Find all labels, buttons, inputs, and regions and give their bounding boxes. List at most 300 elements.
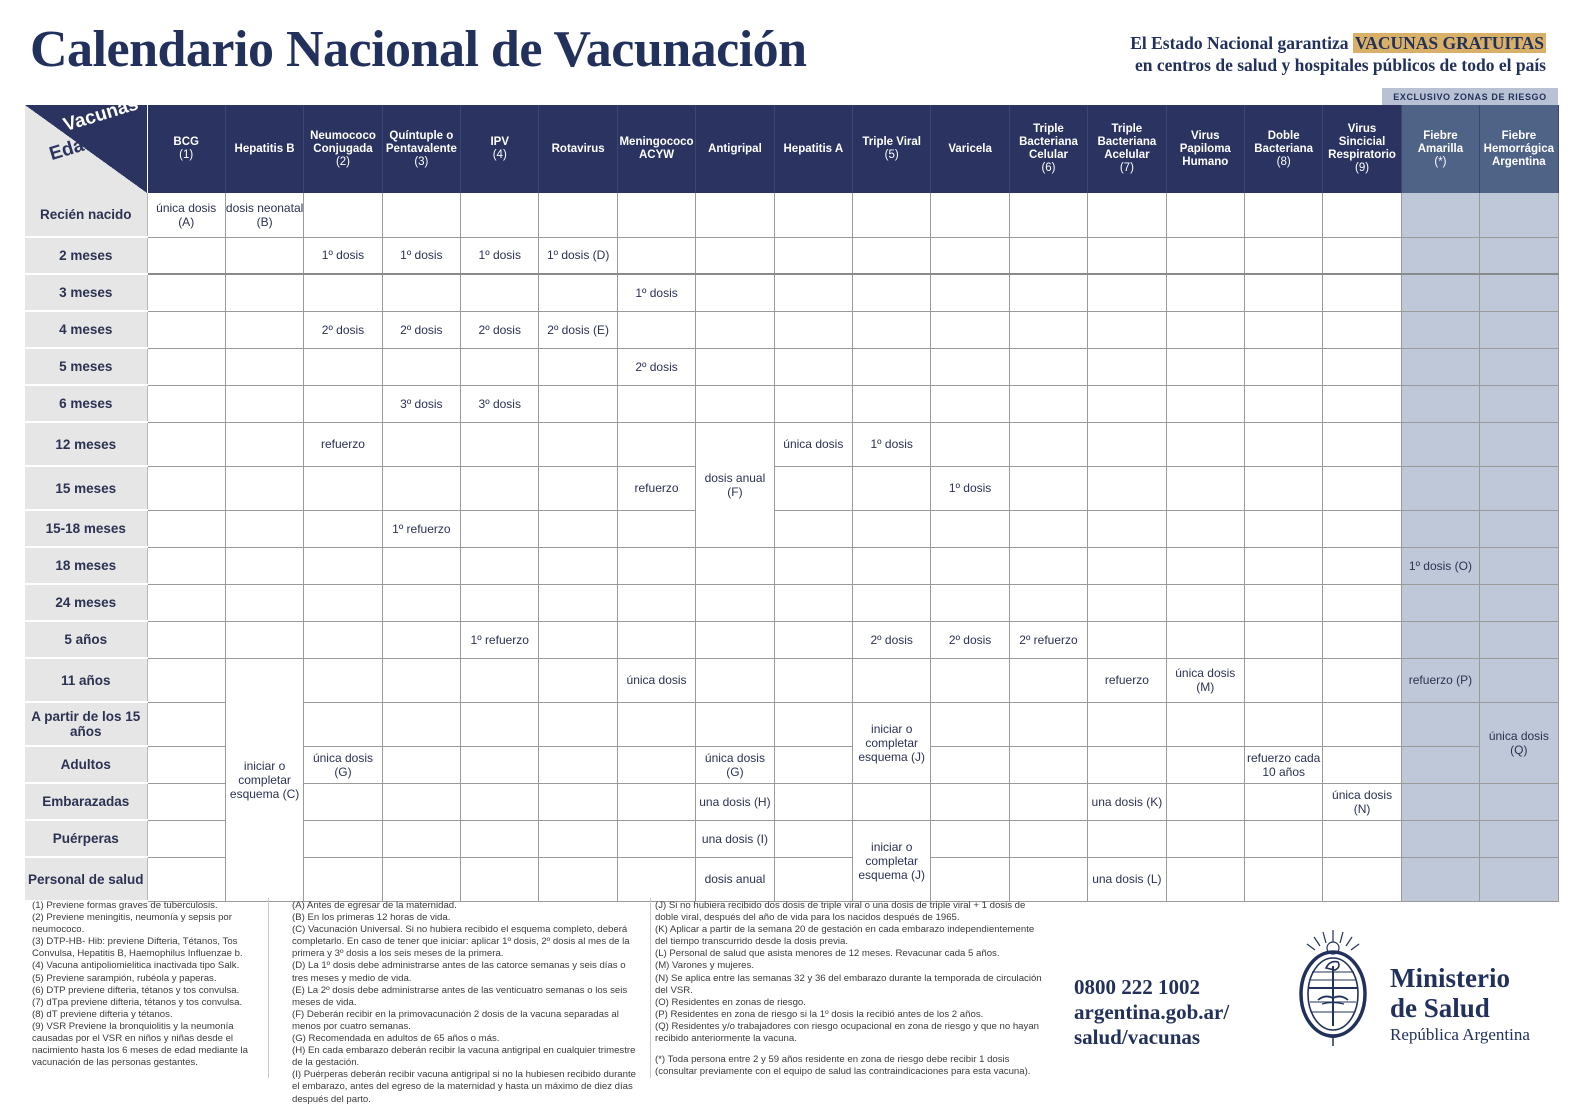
- table-row: [25, 311, 1558, 348]
- column-header-name: IPV: [490, 136, 510, 148]
- schedule-cell: [1009, 702, 1087, 746]
- footnote-item: (L) Personal de salud que asista menores de 12 meses. Revacunar cada 5 años.: [655, 948, 1000, 960]
- schedule-cell: [774, 547, 852, 584]
- footnote-item: (E) La 2º dosis debe administrarse antes de las venticuatro semanas o los seis meses de vida.: [292, 984, 628, 1008]
- age-group-label: 5 años: [25, 621, 147, 658]
- page-header: [0, 0, 1574, 95]
- table-row: [25, 193, 1558, 237]
- schedule-cell: [1088, 348, 1166, 385]
- schedule-cell: [617, 237, 695, 274]
- schedule-cell: [147, 311, 225, 348]
- schedule-cell: [1480, 621, 1558, 658]
- schedule-cell: [382, 348, 460, 385]
- column-header-name: Varicela: [948, 142, 992, 155]
- schedule-cell: [696, 237, 774, 274]
- schedule-cell: [147, 510, 225, 547]
- schedule-cell: [853, 348, 931, 385]
- column-header-qu-ntuple-o-pentavalente: [382, 105, 460, 193]
- column-header-name: Quíntuple o Pentavalente: [385, 129, 457, 155]
- schedule-cell: [1088, 584, 1166, 621]
- column-header-note: (1): [179, 149, 194, 161]
- schedule-cell: [382, 584, 460, 621]
- schedule-cell: [1166, 385, 1244, 422]
- schedule-cell: [1480, 348, 1558, 385]
- argentina-coat-of-arms-icon: [1290, 928, 1376, 1050]
- schedule-cell: [304, 584, 382, 621]
- schedule-cell: [617, 702, 695, 746]
- schedule-cell: [853, 783, 931, 820]
- schedule-cell: [696, 311, 774, 348]
- schedule-cell: única dosis: [774, 422, 852, 466]
- schedule-cell: [382, 466, 460, 510]
- schedule-cell: [225, 385, 303, 422]
- schedule-cell: [461, 820, 539, 857]
- schedule-cell: [931, 348, 1009, 385]
- column-header-name: Fiebre Hemorrágica Argentina: [1483, 129, 1554, 168]
- schedule-cell: [382, 193, 460, 237]
- schedule-cell: 1º dosis: [461, 237, 539, 274]
- schedule-cell: [147, 237, 225, 274]
- schedule-cell: [1323, 274, 1401, 311]
- schedule-cell: [225, 466, 303, 510]
- schedule-cell: [382, 658, 460, 702]
- schedule-cell: [539, 385, 617, 422]
- table-row: [25, 547, 1558, 584]
- schedule-cell: [539, 820, 617, 857]
- footnote-item: (9) VSR Previene la bronquiolitis y la neumonía causadas por el VSR en niños y niñas desde el nacimiento hasta los 6 meses de edad mediante la vacunación de las personas gestantes.: [32, 1020, 248, 1069]
- schedule-cell: [1088, 385, 1166, 422]
- schedule-cell: 1º dosis (O): [1401, 547, 1479, 584]
- column-header-name: Doble Bacteriana: [1254, 129, 1314, 155]
- schedule-cell: [1401, 783, 1479, 820]
- schedule-cell: [304, 547, 382, 584]
- schedule-cell: [931, 311, 1009, 348]
- footnote-item: (B) En los primeras 12 horas de vida.: [292, 912, 451, 924]
- schedule-cell: [853, 274, 931, 311]
- schedule-cell: única dosis (G): [304, 746, 382, 783]
- tagline-prefix: El Estado Nacional garantiza: [1130, 33, 1353, 53]
- schedule-cell: [1323, 584, 1401, 621]
- column-header-rotavirus: [539, 105, 617, 193]
- schedule-cell: [617, 547, 695, 584]
- age-group-label: 15-18 meses: [25, 510, 147, 547]
- schedule-cell: [1480, 422, 1558, 466]
- schedule-cell: [147, 658, 225, 702]
- schedule-cell: [461, 348, 539, 385]
- schedule-cell: [1244, 820, 1322, 857]
- schedule-cell: [1401, 348, 1479, 385]
- schedule-cell: 2º dosis: [461, 311, 539, 348]
- tagline-line-2: en centros de salud y hospitales públicos de todo el país: [1135, 55, 1546, 75]
- schedule-cell: [931, 193, 1009, 237]
- footnote-divider-1: [268, 898, 269, 1078]
- schedule-cell: [539, 466, 617, 510]
- schedule-cell: [696, 348, 774, 385]
- schedule-cell: [1323, 820, 1401, 857]
- schedule-cell: [539, 702, 617, 746]
- schedule-cell: [774, 466, 852, 510]
- schedule-cell: [853, 311, 931, 348]
- schedule-cell: 1º dosis: [382, 237, 460, 274]
- schedule-cell: [1323, 510, 1401, 547]
- table-row: [25, 621, 1558, 658]
- column-header-name: Antigripal: [708, 142, 762, 155]
- column-header-name: Meningococo ACYW: [619, 136, 694, 161]
- schedule-cell: [617, 385, 695, 422]
- schedule-cell: [147, 348, 225, 385]
- column-header-note: (7): [1119, 162, 1134, 174]
- schedule-cell: [774, 702, 852, 746]
- schedule-cell: 2º refuerzo: [1009, 621, 1087, 658]
- schedule-cell: [382, 702, 460, 746]
- schedule-cell: [147, 783, 225, 820]
- schedule-cell: [1166, 311, 1244, 348]
- schedule-cell: [1244, 621, 1322, 658]
- schedule-cell: [1244, 385, 1322, 422]
- schedule-cell: [1244, 510, 1322, 547]
- schedule-cell: [931, 746, 1009, 783]
- schedule-cell: [774, 584, 852, 621]
- age-group-label: Recién nacido: [25, 193, 147, 237]
- footnote-item: (P) Residentes en zona de riesgo si la 1º dosis la recibió antes de los 2 años.: [655, 1008, 984, 1020]
- schedule-cell: [382, 274, 460, 311]
- schedule-cell: [461, 584, 539, 621]
- column-header-name: Triple Bacteriana Celular: [1019, 123, 1078, 161]
- website-line-2[interactable]: salud/vacunas: [1074, 1025, 1201, 1049]
- schedule-cell: [1480, 510, 1558, 547]
- schedule-cell: [1009, 193, 1087, 237]
- schedule-cell: [774, 621, 852, 658]
- table-row: [25, 658, 1558, 702]
- schedule-cell: [1166, 547, 1244, 584]
- schedule-cell: única dosis: [617, 658, 695, 702]
- column-header-fiebre-amarilla: [1401, 105, 1479, 193]
- schedule-cell: [1166, 193, 1244, 237]
- schedule-cell: [225, 311, 303, 348]
- schedule-cell: [931, 510, 1009, 547]
- age-group-label: 15 meses: [25, 466, 147, 510]
- schedule-cell: [382, 783, 460, 820]
- footnote-item: (M) Varones y mujeres.: [655, 960, 754, 972]
- schedule-cell: [617, 584, 695, 621]
- schedule-cell: 3º dosis: [461, 385, 539, 422]
- schedule-cell: [1480, 783, 1558, 820]
- column-header-varicela: [931, 105, 1009, 193]
- column-header-meningococo-acyw: [617, 105, 695, 193]
- ministry-line-1: Ministerio: [1390, 963, 1510, 993]
- schedule-cell: [1009, 783, 1087, 820]
- schedule-cell: una dosis (K): [1088, 783, 1166, 820]
- schedule-cell: [1166, 702, 1244, 746]
- schedule-cell: [853, 584, 931, 621]
- age-group-label: 3 meses: [25, 274, 147, 311]
- schedule-cell: [1009, 584, 1087, 621]
- column-header-triple-bacteriana-acelular: [1088, 105, 1166, 193]
- schedule-cell: [1323, 237, 1401, 274]
- schedule-cell: [1401, 422, 1479, 466]
- schedule-cell: [1323, 422, 1401, 466]
- schedule-cell: [1323, 658, 1401, 702]
- schedule-cell: [461, 510, 539, 547]
- footnote-item: (D) La 1º dosis debe administrarse antes de las catorce semanas y seis días o tres meses y medio de vida.: [292, 960, 626, 984]
- column-header-bcg: [147, 105, 225, 193]
- column-header-name: Virus Sincicial Respiratorio: [1328, 123, 1396, 161]
- column-header-name: Hepatitis B: [234, 142, 295, 155]
- schedule-cell: [1166, 584, 1244, 621]
- age-group-label: 5 meses: [25, 348, 147, 385]
- schedule-cell: [696, 658, 774, 702]
- schedule-cell: única dosis (M): [1166, 658, 1244, 702]
- age-group-label: Puérperas: [25, 820, 147, 857]
- schedule-cell: iniciar o completar esquema (J): [853, 702, 931, 783]
- schedule-cell: [1244, 584, 1322, 621]
- schedule-cell: [1480, 547, 1558, 584]
- schedule-cell: [382, 621, 460, 658]
- schedule-cell: [931, 783, 1009, 820]
- schedule-cell: [1244, 237, 1322, 274]
- schedule-cell: [147, 621, 225, 658]
- footnote-item: (4) Vacuna antipoliomielitica inactivada tipo Salk.: [32, 960, 240, 972]
- schedule-cell: [774, 348, 852, 385]
- schedule-cell: [1401, 274, 1479, 311]
- schedule-cell: [539, 584, 617, 621]
- age-group-label: Embarazadas: [25, 783, 147, 820]
- schedule-cell: [1088, 746, 1166, 783]
- schedule-cell: [931, 422, 1009, 466]
- schedule-cell: [1088, 820, 1166, 857]
- footnote-item: (2) Previene meningitis, neumonía y sepsis por neumococo.: [32, 912, 232, 936]
- footnote-item: (A) Antes de egresar de la maternidad.: [292, 900, 457, 911]
- corner-vaccines-label: Vacunas: [61, 93, 141, 137]
- schedule-cell: [617, 746, 695, 783]
- ministry-line-2: de Salud: [1390, 993, 1490, 1023]
- age-group-label: 12 meses: [25, 422, 147, 466]
- schedule-cell: [853, 193, 931, 237]
- schedule-cell: una dosis (I): [696, 820, 774, 857]
- schedule-cell: [617, 422, 695, 466]
- schedule-cell: [147, 820, 225, 857]
- schedule-cell: [461, 658, 539, 702]
- schedule-cell: [1244, 348, 1322, 385]
- column-header-note: (5): [884, 149, 899, 161]
- footnote-item: (1) Previene formas graves de tuberculosis.: [32, 900, 218, 911]
- schedule-cell: [1244, 547, 1322, 584]
- schedule-cell: [304, 348, 382, 385]
- schedule-cell: [225, 547, 303, 584]
- schedule-cell: [1088, 466, 1166, 510]
- schedule-cell: [304, 702, 382, 746]
- schedule-cell: [539, 658, 617, 702]
- schedule-cell: [1009, 385, 1087, 422]
- schedule-cell: [539, 422, 617, 466]
- schedule-cell: 1º dosis (D): [539, 237, 617, 274]
- schedule-cell: [1166, 783, 1244, 820]
- schedule-cell: dosis anual (F): [696, 422, 774, 547]
- schedule-cell: [225, 422, 303, 466]
- schedule-cell: [1480, 274, 1558, 311]
- footnote-item: (J) Si no hubiera recibido dos dosis de triple viral o una dosis de triple viral + 1 dosis de doble viral, después del año de vida para los nacidos después de 1965.: [655, 900, 1026, 924]
- column-header-hepatitis-b: [225, 105, 303, 193]
- column-header-note: (2): [335, 155, 350, 168]
- schedule-cell: [931, 274, 1009, 311]
- column-header-note: (8): [1276, 155, 1291, 168]
- column-header-note: (3): [414, 155, 429, 168]
- schedule-cell: [1088, 193, 1166, 237]
- schedule-cell: [696, 274, 774, 311]
- schedule-cell: [1323, 193, 1401, 237]
- schedule-cell: [696, 621, 774, 658]
- schedule-cell: [1401, 621, 1479, 658]
- schedule-cell: 2º dosis: [853, 621, 931, 658]
- schedule-cell: [1088, 422, 1166, 466]
- schedule-cell: 2º dosis (E): [539, 311, 617, 348]
- table-row: [25, 466, 1558, 510]
- schedule-cell: [225, 237, 303, 274]
- schedule-cell: [1009, 547, 1087, 584]
- schedule-cell: [225, 274, 303, 311]
- schedule-cell: [1401, 237, 1479, 274]
- column-header-fiebre-hemorr-gica-argentina: [1480, 105, 1558, 193]
- schedule-cell: [304, 193, 382, 237]
- website-line-1[interactable]: argentina.gob.ar/: [1074, 1000, 1230, 1024]
- column-header-name: Triple Viral: [862, 136, 922, 148]
- schedule-cell: [461, 422, 539, 466]
- schedule-cell: [931, 237, 1009, 274]
- table-row: [25, 348, 1558, 385]
- schedule-cell: [539, 348, 617, 385]
- footnote-item: (C) Vacunación Universal. Si no hubiera recibido el esquema completo, deberá completarlo. En caso de tener que iniciar: aplicar 1º dosis, 2º dosis al mes de la primera y 3º dosis a los seis meses de la primera.: [292, 924, 630, 960]
- schedule-cell: [1401, 584, 1479, 621]
- footnote-item: (I) Puérperas deberán recibir vacuna antigripal si no la hubiesen recibido durante el embarazo, antes del egreso de la maternidad y hasta un máximo de diez días después del parto.: [292, 1069, 636, 1105]
- column-header-name: Fiebre Amarilla: [1417, 129, 1464, 155]
- schedule-cell: [617, 621, 695, 658]
- footnote-item: (6) DTP previene difteria, tétanos y tos convulsa.: [32, 984, 240, 996]
- footnotes-letters-a-i: [292, 900, 642, 1106]
- schedule-cell: [853, 510, 931, 547]
- schedule-cell: 1º dosis: [853, 422, 931, 466]
- schedule-cell: [225, 621, 303, 658]
- schedule-cell: [774, 658, 852, 702]
- schedule-cell: [853, 658, 931, 702]
- schedule-cell: dosis anual: [696, 857, 774, 901]
- free-vaccines-highlight: VACUNAS GRATUITAS: [1354, 33, 1544, 53]
- column-header-name: BCG: [173, 136, 199, 148]
- column-header-hepatitis-a: [774, 105, 852, 193]
- schedule-cell: única dosis (A): [147, 193, 225, 237]
- table-row: [25, 237, 1558, 274]
- table-row: [25, 584, 1558, 621]
- schedule-cell: [1088, 237, 1166, 274]
- schedule-cell: [304, 274, 382, 311]
- footnote-item: (F) Deberán recibir en la primovacunación 2 dosis de la vacuna separadas al menos por cuatro semanas.: [292, 1008, 619, 1032]
- schedule-cell: [1166, 237, 1244, 274]
- schedule-cell: [225, 584, 303, 621]
- schedule-cell: [1244, 702, 1322, 746]
- schedule-cell: [1480, 385, 1558, 422]
- column-header-triple-bacteriana-celular: [1009, 105, 1087, 193]
- ministry-wordmark: [1390, 963, 1530, 1047]
- age-group-label: 4 meses: [25, 311, 147, 348]
- schedule-cell: [1088, 510, 1166, 547]
- column-header-antigripal: [696, 105, 774, 193]
- phone-number: 0800 222 1002: [1074, 975, 1200, 999]
- schedule-cell: [1480, 658, 1558, 702]
- schedule-cell: [1244, 783, 1322, 820]
- schedule-cell: [539, 547, 617, 584]
- schedule-cell: refuerzo: [304, 422, 382, 466]
- schedule-cell: [931, 702, 1009, 746]
- schedule-cell: [1009, 311, 1087, 348]
- footnote-spacer: [655, 1045, 1045, 1054]
- column-header-note: (4): [492, 149, 507, 161]
- column-header-name: Triple Bacteriana Acelular: [1097, 123, 1157, 161]
- table-row: [25, 385, 1558, 422]
- schedule-cell: [774, 385, 852, 422]
- schedule-cell: [853, 466, 931, 510]
- exclusive-risk-zones-banner: EXCLUSIVO ZONAS DE RIESGO: [1382, 88, 1558, 105]
- schedule-cell: [1480, 466, 1558, 510]
- schedule-cell: [1401, 746, 1479, 783]
- schedule-cell: [1244, 311, 1322, 348]
- schedule-cell: 1º refuerzo: [461, 621, 539, 658]
- schedule-cell: [1088, 621, 1166, 658]
- schedule-cell: 1º dosis: [931, 466, 1009, 510]
- schedule-cell: [304, 510, 382, 547]
- schedule-cell: [696, 547, 774, 584]
- schedule-cell: [1009, 466, 1087, 510]
- schedule-cell: [1009, 746, 1087, 783]
- column-header-note: (*): [1434, 155, 1447, 168]
- schedule-cell: [461, 274, 539, 311]
- schedule-cell: [696, 702, 774, 746]
- schedule-cell: [147, 466, 225, 510]
- schedule-cell: [147, 702, 225, 746]
- schedule-cell: [225, 348, 303, 385]
- column-header-note: (9): [1355, 162, 1370, 174]
- corner-age-label: Edad: [47, 131, 98, 166]
- schedule-cell: [461, 547, 539, 584]
- schedule-cell: 1º refuerzo: [382, 510, 460, 547]
- age-group-label: 24 meses: [25, 584, 147, 621]
- schedule-cell: 2º dosis: [617, 348, 695, 385]
- schedule-cell: [1009, 658, 1087, 702]
- schedule-cell: [1244, 466, 1322, 510]
- age-group-label: 6 meses: [25, 385, 147, 422]
- schedule-cell: [147, 746, 225, 783]
- footnote-item: (5) Previene sarampión, rubéola y paperas.: [32, 972, 217, 984]
- schedule-cell: [1166, 348, 1244, 385]
- schedule-cell: [382, 746, 460, 783]
- schedule-cell: [931, 584, 1009, 621]
- schedule-cell: 3º dosis: [382, 385, 460, 422]
- schedule-cell: única dosis (Q): [1480, 702, 1558, 783]
- schedule-cell: una dosis (L): [1088, 857, 1166, 901]
- schedule-cell: [774, 311, 852, 348]
- schedule-cell: [1088, 547, 1166, 584]
- schedule-cell: [931, 385, 1009, 422]
- schedule-cell: [696, 385, 774, 422]
- schedule-cell: [774, 746, 852, 783]
- schedule-cell: [461, 702, 539, 746]
- schedule-cell: iniciar o completar esquema (J): [853, 820, 931, 901]
- column-header-virus-sincicial-respiratorio: [1323, 105, 1401, 193]
- tagline-line-1: [1130, 32, 1546, 54]
- column-header-ipv: [461, 105, 539, 193]
- schedule-cell: [1166, 621, 1244, 658]
- schedule-cell: [1166, 510, 1244, 547]
- table-body: [25, 193, 1558, 901]
- schedule-cell: [1009, 237, 1087, 274]
